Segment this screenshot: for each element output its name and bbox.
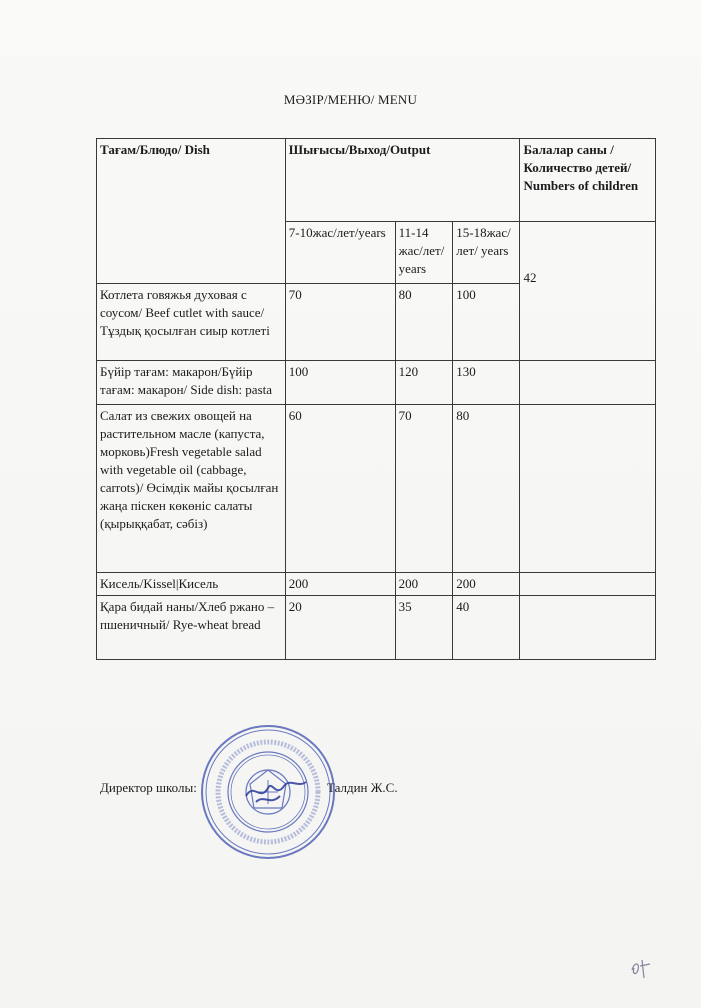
menu-table	[96, 138, 656, 660]
dish-cell: Бүйір тағам: макарон/Бүйір тағам: макарон/ Side dish: pasta	[97, 361, 286, 405]
output-cell: 70	[285, 284, 395, 361]
school-seal-stamp	[198, 722, 338, 862]
empty-cell	[520, 573, 656, 596]
output-cell: 35	[395, 596, 453, 660]
children-count-cell	[520, 222, 656, 361]
director-name: Талдин Ж.С.	[327, 780, 398, 795]
empty-cell	[520, 361, 656, 405]
output-cell: 130	[453, 361, 520, 405]
output-cell: 200	[285, 573, 395, 596]
table-row	[97, 405, 656, 573]
output-cell: 100	[453, 284, 520, 361]
children-header: Балалар саны /Количество детей/ Numbers of children	[520, 139, 656, 222]
empty-cell	[520, 405, 656, 573]
handwritten-mark	[628, 952, 658, 982]
output-cell: 40	[453, 596, 520, 660]
output-cell: 120	[395, 361, 453, 405]
output-cell: 200	[395, 573, 453, 596]
output-cell: 80	[395, 284, 453, 361]
age-group-header: 7-10жас/лет/years	[285, 222, 395, 284]
age-group-header: 11-14 жас/лет/ years	[395, 222, 453, 284]
table-header-row	[97, 139, 656, 222]
dish-cell: Кисель/Kissel|Кисель	[97, 573, 286, 596]
dish-cell: Қара бидай наны/Хлеб ржано – пшеничный/ Rye-wheat bread	[97, 596, 286, 660]
table-row	[97, 573, 656, 596]
output-cell: 60	[285, 405, 395, 573]
dish-cell: Котлета говяжья духовая с соусом/ Beef cutlet with sauce/ Тұздық қосылған сиыр котлеті	[97, 284, 286, 361]
output-cell: 100	[285, 361, 395, 405]
output-cell: 80	[453, 405, 520, 573]
page-title: МӘЗІР/МЕНЮ/ MENU	[283, 92, 418, 107]
director-label: Директор школы:	[100, 780, 197, 795]
output-header: Шығысы/Выход/Output	[285, 139, 520, 222]
output-cell: 200	[453, 573, 520, 596]
empty-cell	[520, 596, 656, 660]
output-cell: 20	[285, 596, 395, 660]
age-group-header: 15-18жас/лет/ years	[453, 222, 520, 284]
table-row	[97, 596, 656, 660]
output-cell: 70	[395, 405, 453, 573]
children-count: 42	[523, 270, 537, 285]
dish-header: Тағам/Блюдо/ Dish	[97, 139, 286, 284]
table-row	[97, 361, 656, 405]
dish-cell: Салат из свежих овощей на растительном масле (капуста, морковь)Fresh vegetable salad with vegetable oil (cabbage, carrots)/ Өсімдік майы қосылған жаңа піскен көкөніс салаты (қырыққабат, сәбіз)	[97, 405, 286, 573]
